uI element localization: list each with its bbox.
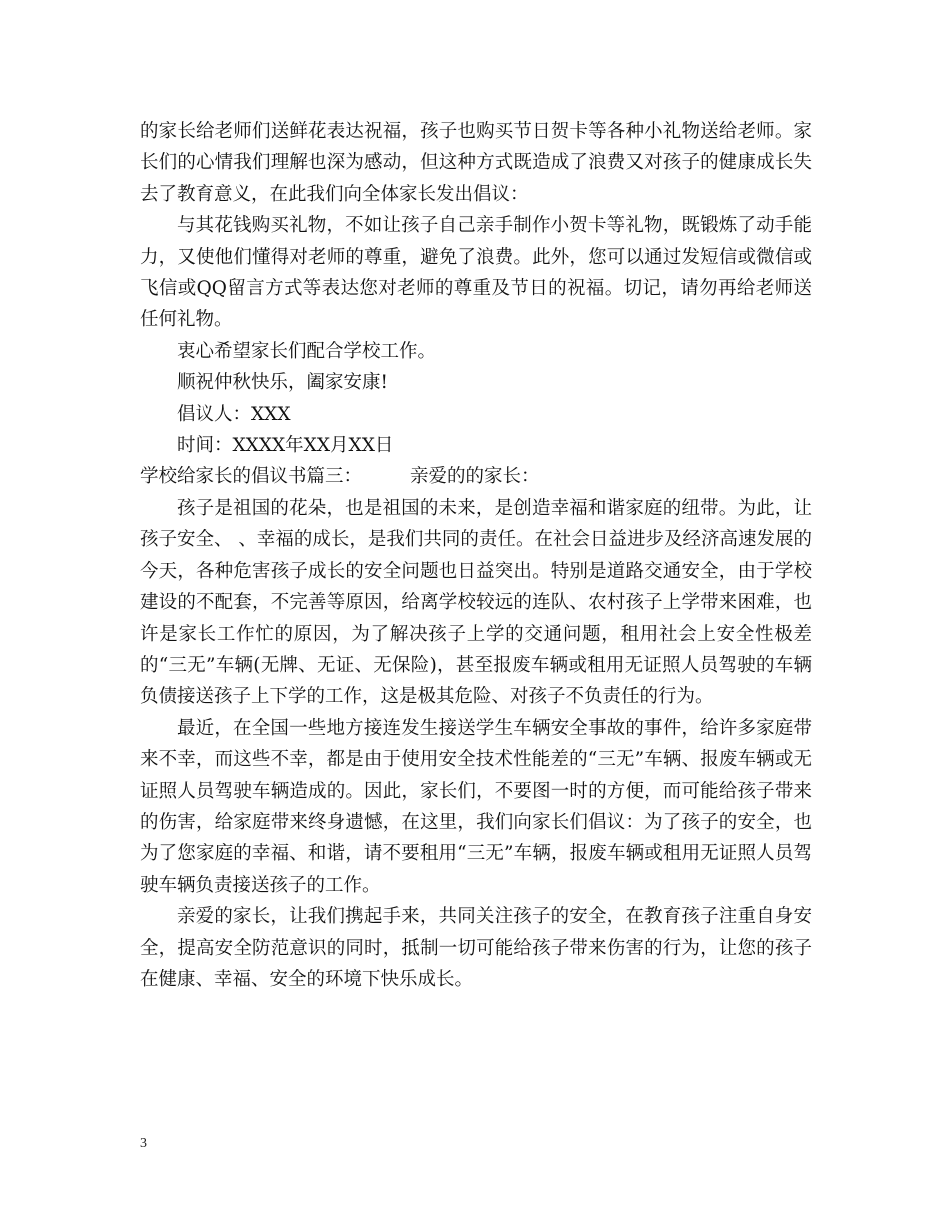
body-paragraph-3: 亲爱的家长，让我们携起手来，共同关注孩子的安全，在教育孩子注重自身安全，提高安全防范意识的同时，抵制一切可能给孩子带来伤害的行为，让您的孩子在健康、幸福、安全的环境下快乐成长。 <box>140 906 812 990</box>
paragraph-2: 与其花钱购买礼物，不如让孩子自己亲手制作小贺卡等礼物，既锻炼了动手能力，又使他们懂得对老师的尊重，避免了浪费。此外，您可以通过发短信或微信或飞信或QQ留言方式等表达您对老师的尊重及节日的祝福。切记，请勿再给老师送任何礼物。 <box>140 215 812 331</box>
body-paragraph-1: 孩子是祖国的花朵，也是祖国的未来，是创造幸福和谐家庭的纽带。为此，让孩子安全、 、幸福的成长，是我们共同的责任。在社会日益进步及经济高速发展的今天，各种危害孩子成长的安全问题也日益突出。特别是道路交通安全，由于学校建设的不配套，不完善等原因，给离学校较远的连队、农村孩子上学带来困难，也许是家长工作忙的原因，为了解决孩子上学的交通问题，租用社会上安全性极差的“三无”车辆(无牌、无证、无保险)，甚至报废车辆或租用无证照人员驾驶的车辆负债接送孩子上下学的工作，这是极其危险、对孩子不负责任的行为。 <box>140 497 812 708</box>
body-paragraph-2: 最近，在全国一些地方接连发生接送学生车辆安全事故的事件，给许多家庭带来不幸，而这些不幸，都是由于使用安全技术性能差的“三无”车辆、报废车辆或无证照人员驾驶车辆造成的。因此，家长们，不要图一时的方便，而可能给孩子带来的伤害，给家庭带来终身遗憾，在这里，我们向家长们倡议：为了孩子的安全，也为了您家庭的幸福、和谐，请不要租用“三无”车辆，报废车辆或租用无证照人员驾驶车辆负责接送孩子的工作。 <box>140 717 812 896</box>
section-title: 学校给家长的倡议书篇三： <box>140 466 363 488</box>
paragraph-1: 的家长给老师们送鲜花表达祝福，孩子也购买节日贺卡等各种小礼物送给老师。家长们的心情我们理解也深为感动，但这种方式既造成了浪费又对孩子的健康成长失去了教育意义，在此我们向全体家长发出倡议： <box>140 121 812 205</box>
document-body <box>140 116 812 995</box>
paragraph-3: 衷心希望家长们配合学校工作。 <box>177 340 437 362</box>
section-heading <box>140 461 812 492</box>
date-line: 时间：XXXX年XX月XX日 <box>177 435 394 457</box>
signatory-line: 倡议人：XXX <box>177 403 291 425</box>
page-number: 3 <box>140 1136 147 1151</box>
salutation: 亲爱的的家长： <box>410 466 540 488</box>
paragraph-4: 顺祝仲秋快乐，阖家安康! <box>177 372 388 394</box>
